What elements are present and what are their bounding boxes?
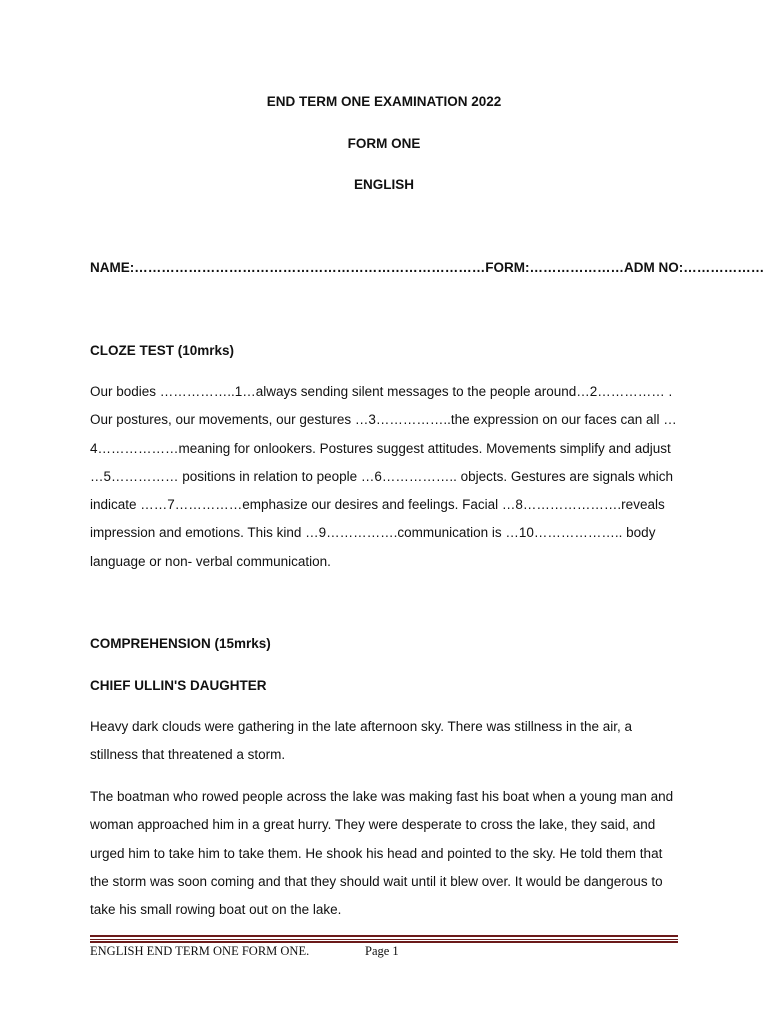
footer-rule-middle bbox=[90, 939, 678, 940]
cloze-heading: CLOZE TEST (10mrks) bbox=[90, 343, 235, 358]
subject-heading: ENGLISH bbox=[353, 177, 414, 192]
page-number: Page 1 bbox=[365, 944, 399, 958]
footer-rule-bottom bbox=[90, 941, 678, 943]
footer-label: ENGLISH END TERM ONE FORM ONE. bbox=[90, 944, 310, 958]
cloze-passage: Our bodies ……………..1…always sending silent messages to the people around…2…………… . Our postures, our movements, our gestures …3……………..the expression on our faces can all …4………………meaning for onlookers. Postures suggest attitudes. Movements simplify and adjust …5…………… positions in relation to people …6…………….. objects. Gestures are signals which indicate ……7……………emphasize our desires and feelings. Facial …8………………….reveals impression and emotions. This kind …9…………….communication is …10……………….. body language or non- verbal communication. bbox=[90, 384, 677, 569]
student-details-line: NAME:……………………………………………………………………FORM:…………………ADM NO:……………… bbox=[90, 260, 765, 275]
exam-title: END TERM ONE EXAMINATION 2022 bbox=[266, 94, 502, 109]
comprehension-paragraph-1: Heavy dark clouds were gathering in the late afternoon sky. There was stillness in the air, a stillness that threatened a storm. bbox=[90, 719, 633, 763]
footer-rule-top bbox=[90, 935, 678, 937]
story-title: CHIEF ULLIN'S DAUGHTER bbox=[90, 678, 267, 693]
comprehension-paragraph-2: The boatman who rowed people across the lake was making fast his boat when a young man and woman approached him in a great hurry. They were desperate to cross the lake, they said, and urged him to take him to take them. He shook his head and pointed to the sky. He told them that the storm was soon coming and that they should wait until it blew over. It would be dangerous to take his small rowing boat out on the lake. bbox=[90, 789, 674, 918]
comprehension-heading: COMPREHENSION (15mrks) bbox=[90, 636, 271, 651]
form-heading: FORM ONE bbox=[347, 136, 421, 151]
